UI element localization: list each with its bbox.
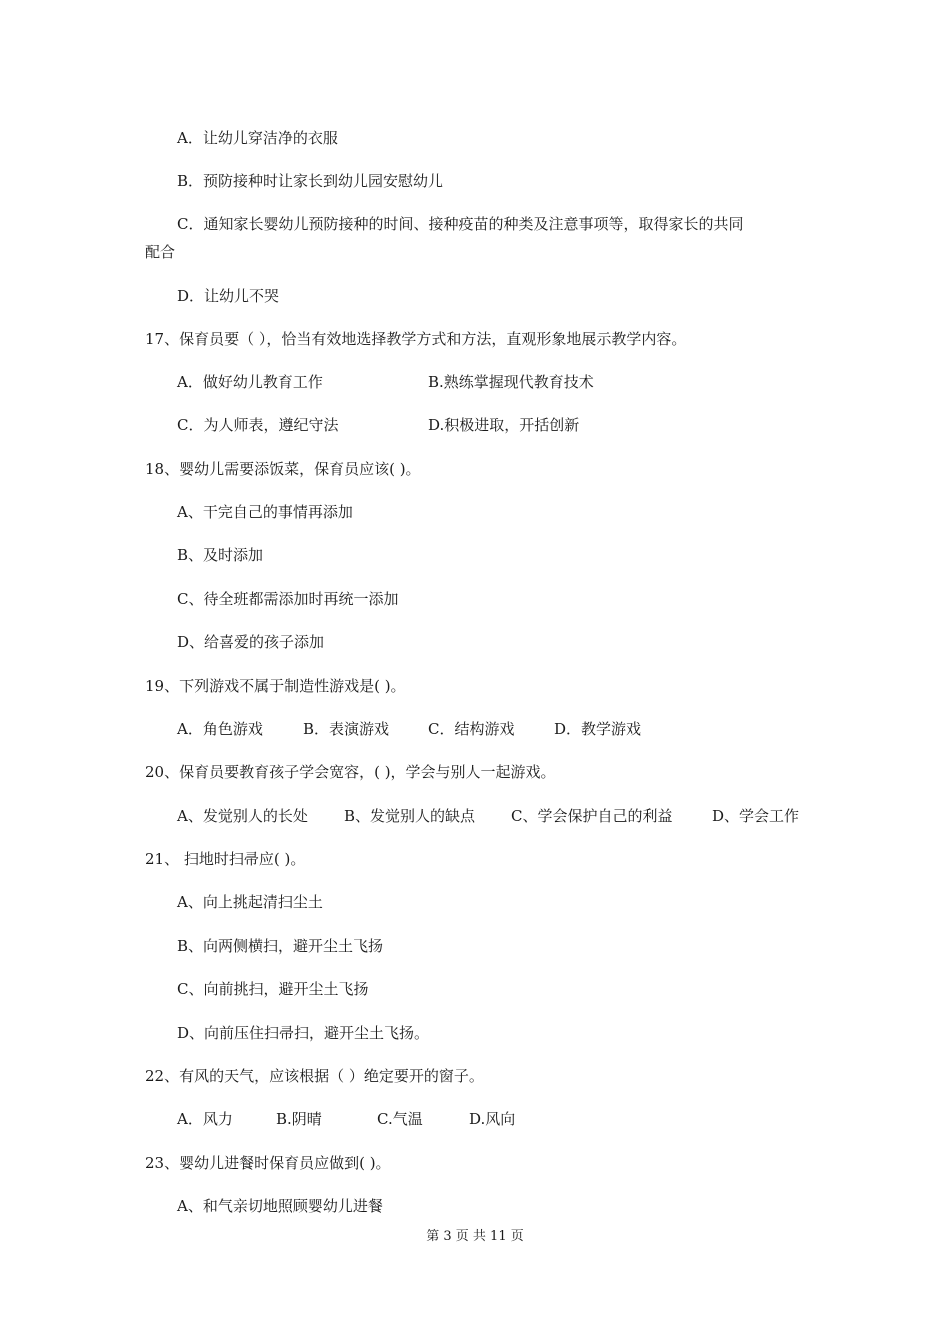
q19-option-d: D．教学游戏 bbox=[554, 720, 642, 738]
q21-option-a: A、向上挑起清扫尘土 bbox=[177, 893, 323, 911]
q23-option-a: A、和气亲切地照顾婴幼儿进餐 bbox=[177, 1197, 383, 1215]
q19-text: 19、下列游戏不属于制造性游戏是( )。 bbox=[145, 677, 406, 695]
q18-option-d: D、给喜爱的孩子添加 bbox=[177, 633, 325, 651]
q18-option-c: C、待全班都需添加时再统一添加 bbox=[177, 590, 399, 608]
q20-option-c: C、学会保护自己的利益 bbox=[511, 807, 673, 825]
q22-option-d: D.风向 bbox=[469, 1110, 516, 1128]
q17-option-b: B.熟练掌握现代教育技术 bbox=[428, 373, 594, 391]
q22-text: 22、有风的天气，应该根据（ ）绝定要开的窗子。 bbox=[145, 1067, 484, 1085]
q21-text: 21、 扫地时扫帚应( )。 bbox=[145, 850, 306, 868]
q21-option-c: C、向前挑扫，避开尘土飞扬 bbox=[177, 980, 369, 998]
q19-option-a: A．角色游戏 bbox=[177, 720, 263, 738]
q17-text: 17、保育员要（ ），恰当有效地选择教学方式和方法，直观形象地展示教学内容。 bbox=[145, 330, 687, 348]
page-number-footer: 第 3 页 共 11 页 bbox=[426, 1229, 524, 1244]
q21-option-d: D、向前压住扫帚扫，避开尘土飞扬。 bbox=[177, 1024, 430, 1042]
q20-option-a: A、发觉别人的长处 bbox=[177, 807, 308, 825]
q18-option-a: A、干完自己的事情再添加 bbox=[177, 503, 353, 521]
q16-option-a: A．让幼儿穿洁净的衣服 bbox=[177, 129, 338, 147]
q19-option-c: C．结构游戏 bbox=[428, 720, 515, 738]
q17-option-d: D.积极进取，开括创新 bbox=[428, 416, 580, 434]
q23-text: 23、婴幼儿进餐时保育员应做到( )。 bbox=[145, 1154, 391, 1172]
q19-option-b: B．表演游戏 bbox=[303, 720, 390, 738]
q16-option-c-continuation: 配合 bbox=[145, 243, 176, 261]
q22-option-c: C.气温 bbox=[377, 1110, 423, 1128]
q20-option-b: B、发觉别人的缺点 bbox=[344, 807, 476, 825]
q20-option-d: D、学会工作 bbox=[712, 807, 800, 825]
q16-option-c: C．通知家长婴幼儿预防接种的时间、接种疫苗的种类及注意事项等，取得家长的共同 bbox=[177, 215, 744, 233]
q17-option-c: C．为人师表，遵纪守法 bbox=[177, 416, 339, 434]
q22-option-b: B.阴晴 bbox=[276, 1110, 322, 1128]
q21-option-b: B、向两侧横扫，避开尘土飞扬 bbox=[177, 937, 384, 955]
q16-option-b: B．预防接种时让家长到幼儿园安慰幼儿 bbox=[177, 172, 444, 190]
q17-option-a: A．做好幼儿教育工作 bbox=[177, 373, 323, 391]
q18-option-b: B、及时添加 bbox=[177, 546, 264, 564]
q18-text: 18、婴幼儿需要添饭菜，保育员应该( )。 bbox=[145, 460, 421, 478]
q22-option-a: A．风力 bbox=[177, 1110, 233, 1128]
q20-text: 20、保育员要教育孩子学会宽容，( )，学会与别人一起游戏。 bbox=[145, 763, 556, 781]
q16-option-d: D．让幼儿不哭 bbox=[177, 287, 280, 305]
